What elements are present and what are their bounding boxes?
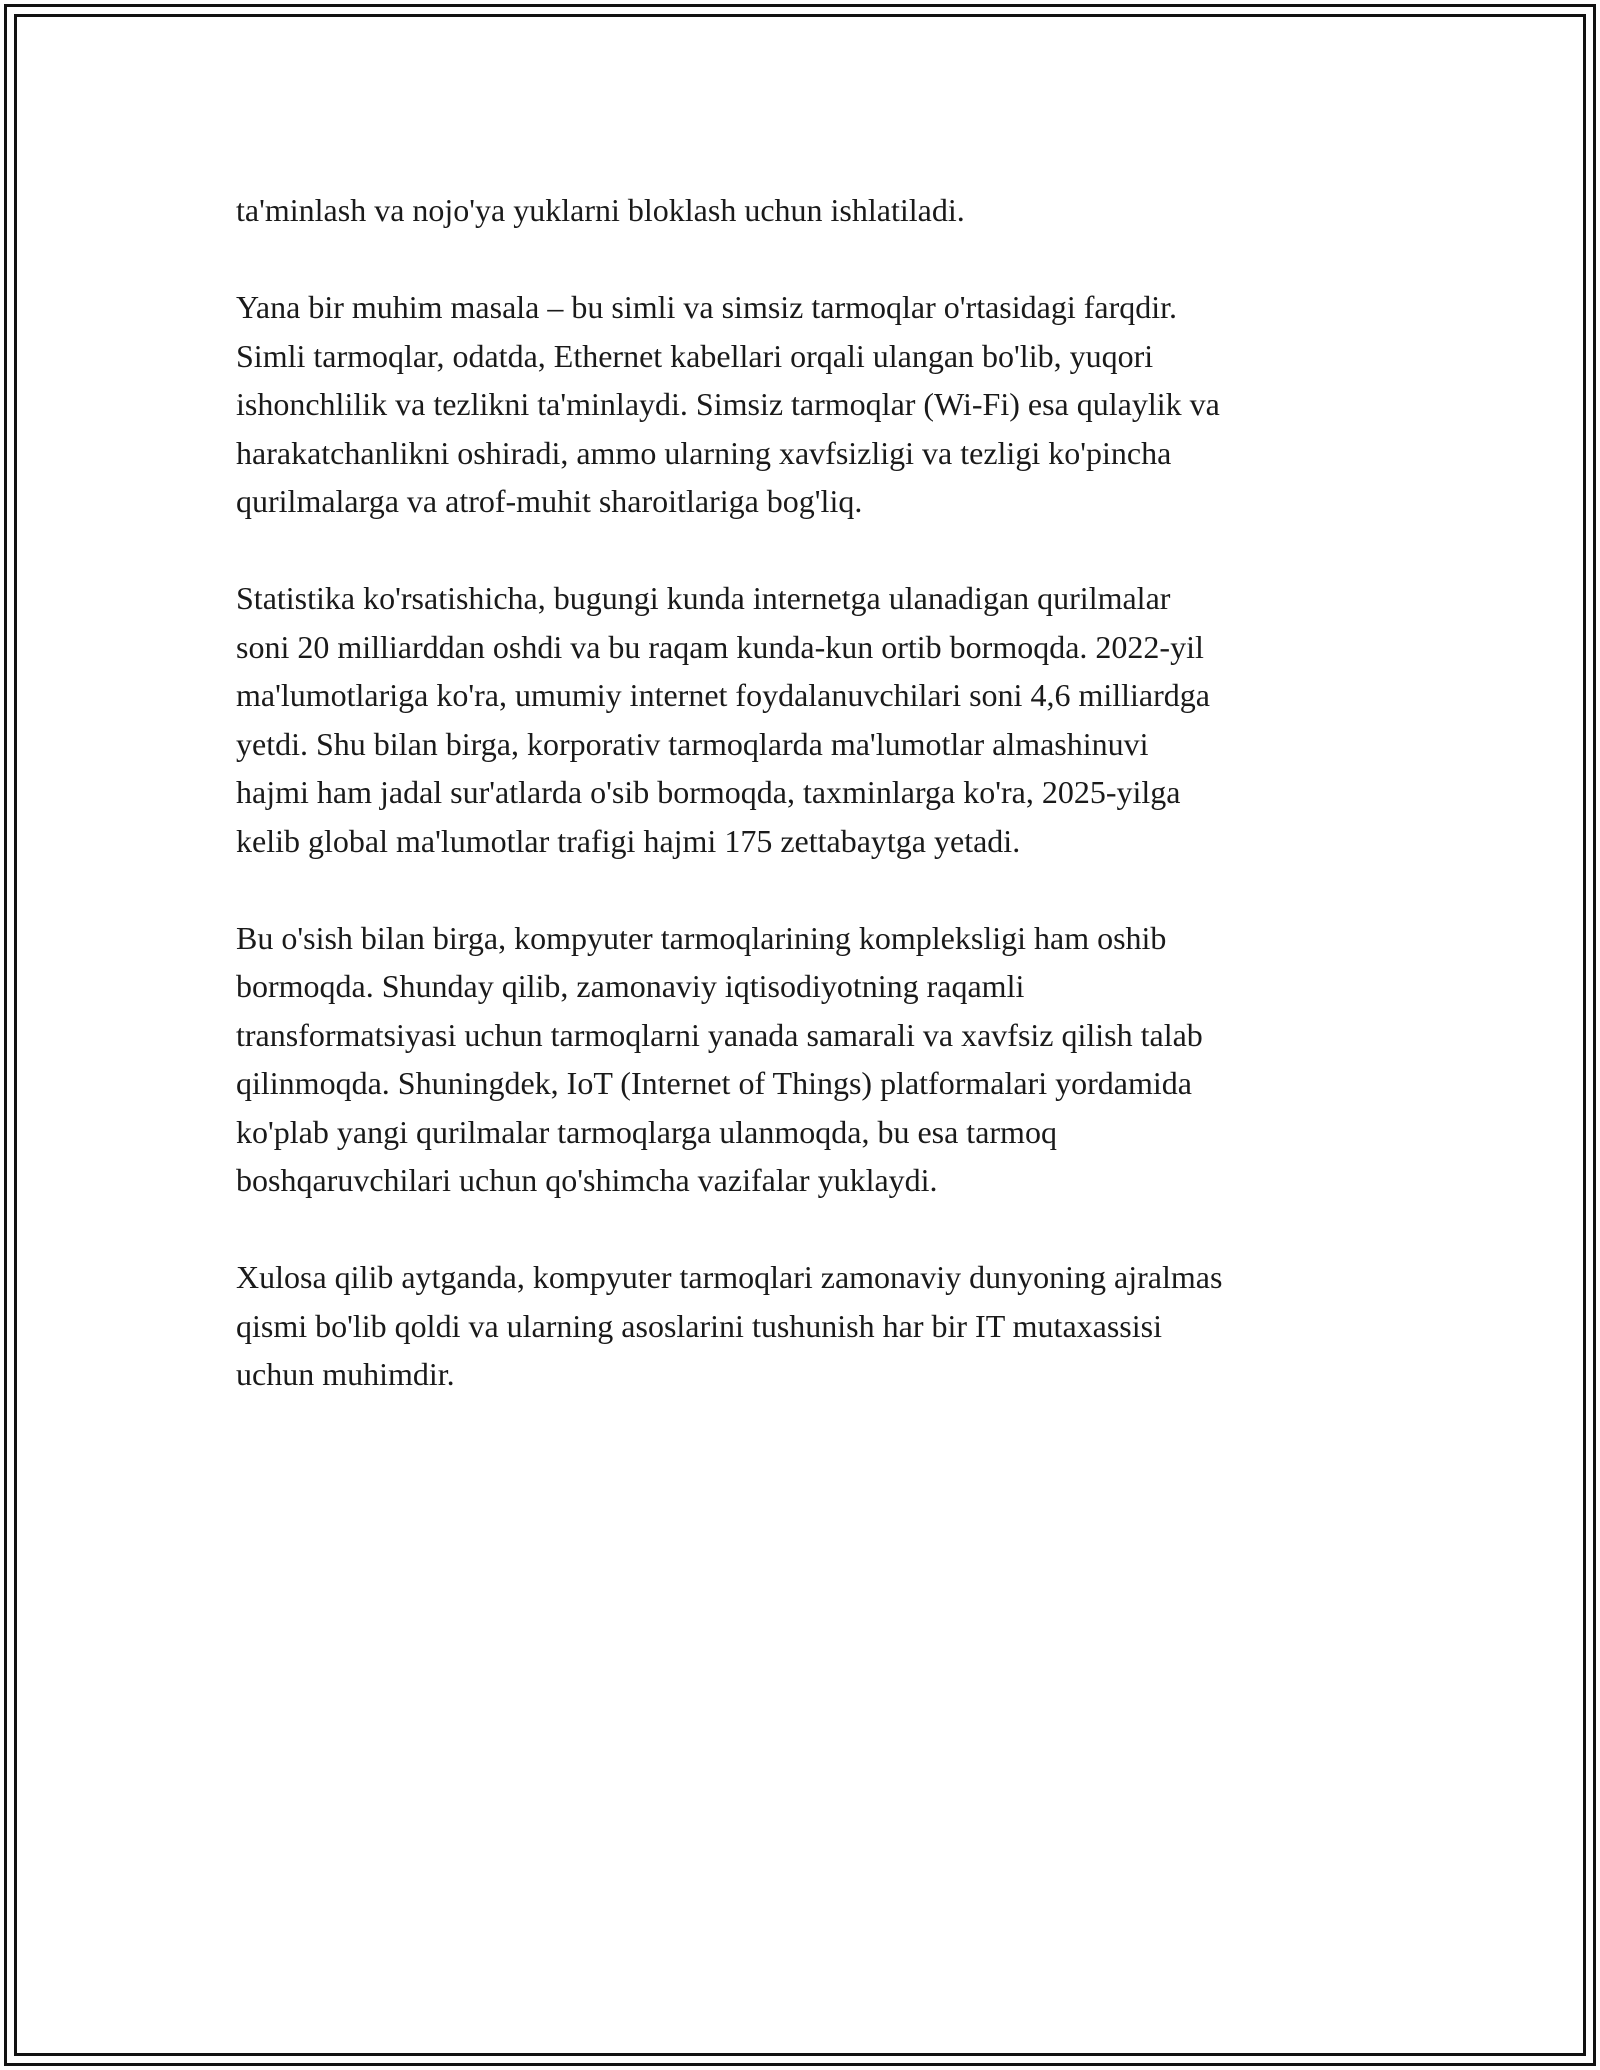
text-line: soni 20 milliarddan oshdi va bu raqam kunda-kun ortib bormoqda. 2022-yil	[236, 628, 1204, 665]
text-line: boshqaruvchilari uchun qo'shimcha vazifalar yuklaydi.	[236, 1162, 938, 1198]
text-line: uchun muhimdir.	[236, 1356, 455, 1392]
text-line: harakatchanlikni oshiradi, ammo ularning xavfsizligi va tezligi ko'pincha	[236, 434, 1172, 471]
paragraph-5	[236, 1253, 1386, 1399]
text-line: ishonchlilik va tezlikni ta'minlaydi. Simsiz tarmoqlar (Wi-Fi) esa qulaylik va	[236, 386, 1220, 422]
text-line: Statistika ko'rsatishicha, bugungi kunda internetga ulanadigan qurilmalar	[236, 580, 1171, 616]
text-line: bormoqda. Shunday qilib, zamonaviy iqtisodiyotning raqamli	[236, 968, 1025, 1004]
paragraph-2	[236, 283, 1386, 526]
text-line: qurilmalarga va atrof-muhit sharoitlariga bog'liq.	[236, 483, 863, 519]
text-line: hajmi ham jadal sur'atlarda o'sib bormoqda, taxminlarga ko'ra, 2025-yilga	[236, 774, 1181, 810]
document-body	[236, 186, 1386, 1447]
text-line: Bu o'sish bilan birga, kompyuter tarmoqlarining kompleksligi ham oshib	[236, 919, 1167, 956]
paragraph-4	[236, 914, 1386, 1205]
text-line: transformatsiyasi uchun tarmoqlarni yanada samarali va xavfsiz qilish talab	[236, 1016, 1203, 1053]
text-line: Simli tarmoqlar, odatda, Ethernet kabellari orqali ulangan bo'lib, yuqori	[236, 337, 1154, 374]
text-line: ma'lumotlariga ko'ra, umumiy internet foydalanuvchilari soni 4,6 milliardga	[236, 677, 1210, 713]
text-line: yetdi. Shu bilan birga, korporativ tarmoqlarda ma'lumotlar almashinuvi	[236, 725, 1149, 762]
text-line: kelib global ma'lumotlar trafigi hajmi 175 zettabaytga yetadi.	[236, 822, 1021, 859]
text-line: qismi bo'lib qoldi va ularning asoslarini tushunish har bir IT mutaxassisi	[236, 1307, 1162, 1344]
text-line: ko'plab yangi qurilmalar tarmoqlarga ulanmoqda, bu esa tarmoq	[236, 1113, 1057, 1150]
text-line: qilinmoqda. Shuningdek, IoT (Internet of Things) platformalari yordamida	[236, 1065, 1192, 1101]
text-line: Yana bir muhim masala – bu simli va simsiz tarmoqlar o'rtasidagi farqdir.	[236, 289, 1178, 325]
paragraph-1	[236, 186, 1386, 235]
text-line: Xulosa qilib aytganda, kompyuter tarmoqlari zamonaviy dunyoning ajralmas	[236, 1259, 1223, 1295]
paragraph-3	[236, 574, 1386, 865]
text-line: ta'minlash va nojo'ya yuklarni bloklash uchun ishlatiladi.	[236, 192, 965, 228]
